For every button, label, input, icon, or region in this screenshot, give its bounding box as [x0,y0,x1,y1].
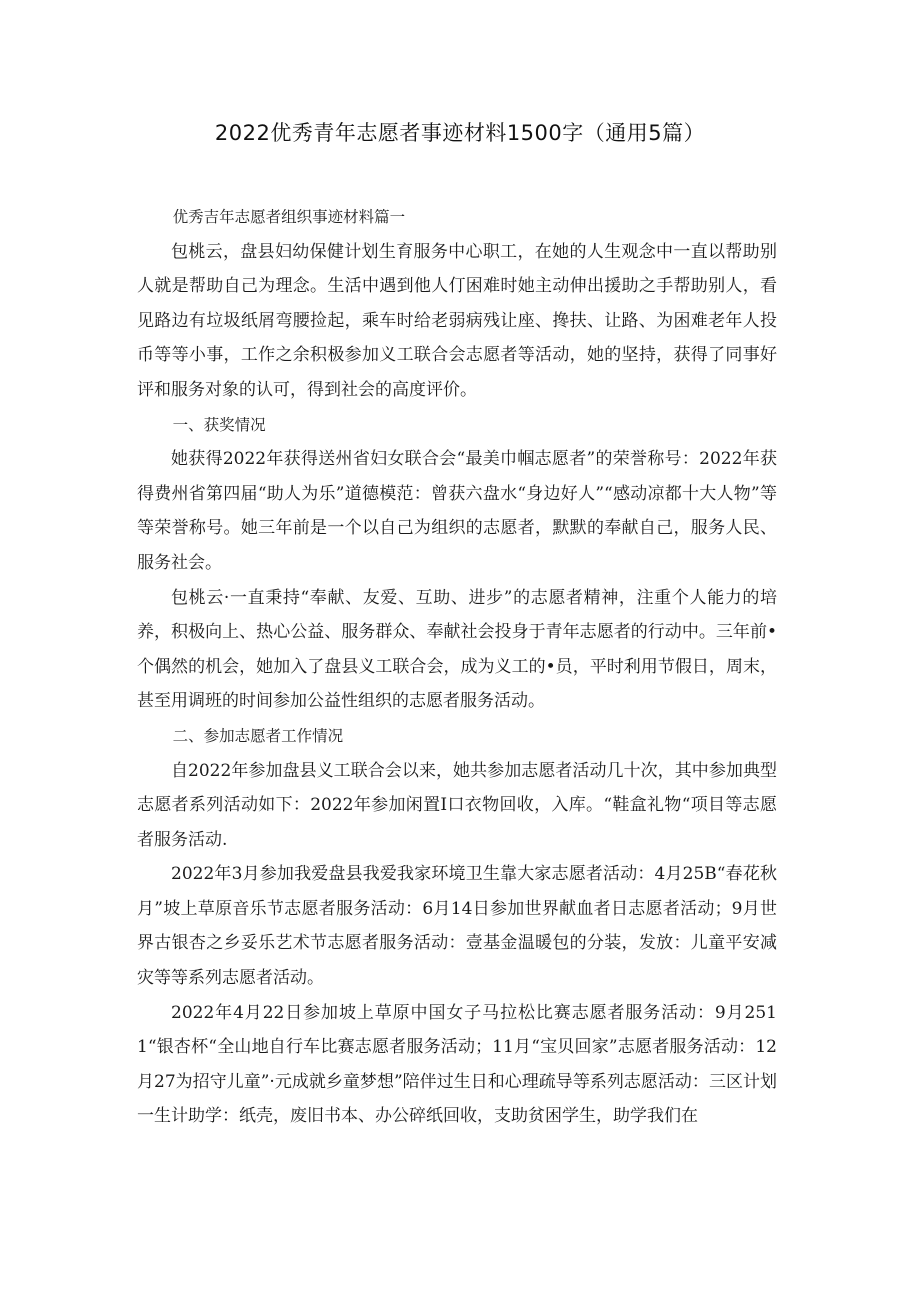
paragraph: 包桃云，盘县妇幼保健计划生育服务中心职工，在她的人生观念中一直以帮助别人就是帮助自己为理念。生活中遇到他人仃困难时她主动伸出援助之手帮助别人，看见路边有垃圾纸屑弯腰捡起，乘车时给老弱病残让座、搀扶、让路、为困难老年人投币等等小事，工作之余积极参加义工联合会志愿者等活动，她的坚持，获得了同事好评和服务对象的认可，得到社会的高度评价。 [137,241,777,400]
paragraph: 2022年4月22日参加坡上草原中国女子马拉松比赛志愿者服务活动：9月2511“银杏杯“全山地自行车比赛志愿者服务活动；11月“宝贝回家”志愿者服务活动：12月27为招守儿童”·元成就乡童梦想”陪伴过生日和心理疏导等系列志愿活动：三区计划一生计助学：纸壳，废旧书本、办公碎纸回收，支助贫困学生，助学我们在 [137,1002,777,1127]
section-heading: 二、参加志愿者工作情况 [172,726,344,745]
paragraph: 自2022年参加盘县义工联合会以来，她共参加志愿者活动几十次，其中参加典型志愿者系列活动如下：2022年参加闲置Ⅰ口衣物回收，入库。“鞋盒礼物“项目等志愿者服务活动. [137,760,777,850]
section-heading: 一、获奖情况 [172,415,266,434]
paragraph: 包桃云·一直秉持“奉献、友爱、互助、进步”的志愿者精神，注重个人能力的培养，积极向上、热心公益、服务群众、奉献社会投身于青年志愿者的行动中。三年前•个偶然的机会，她加入了盘县义工联合会，成为义工的•员，平时利用节假日，周末，甚至用调班的时间参加公益性组织的志愿者服务活动。 [137,587,777,712]
document-body [137,200,777,1134]
section-heading: 优秀吉年志愿者组织事迹材料篇一 [172,208,406,226]
paragraph: 她获得2022年获得送州省妇女联合会“最美巾帼志愿者”的荣誉称号：2022年获得费州省第四届“助人为乐”道德模范：曾获六盘水“身边好人”“感动凉都十大人物”等等荣誉称号。她三年前是一个以自己为组织的志愿者，默默的奉献自己，服务人民、服务社会。 [137,449,777,573]
paragraph: 2022年3月参加我爱盘县我爱我家环境卫生靠大家志愿者活动：4月25B“春花秋月”坡上草原音乐节志愿者服务活动：6月14日参加世界献血者日志愿者活动；9月世界古银杏之乡妥乐艺术节志愿者服务活动：壹基金温暖包的分装，发放：儿童平安减灾等等系列志愿者活动。 [137,864,777,989]
document-title: 2022优秀青年志愿者事迹材料1500字（通用5篇） [214,121,706,145]
